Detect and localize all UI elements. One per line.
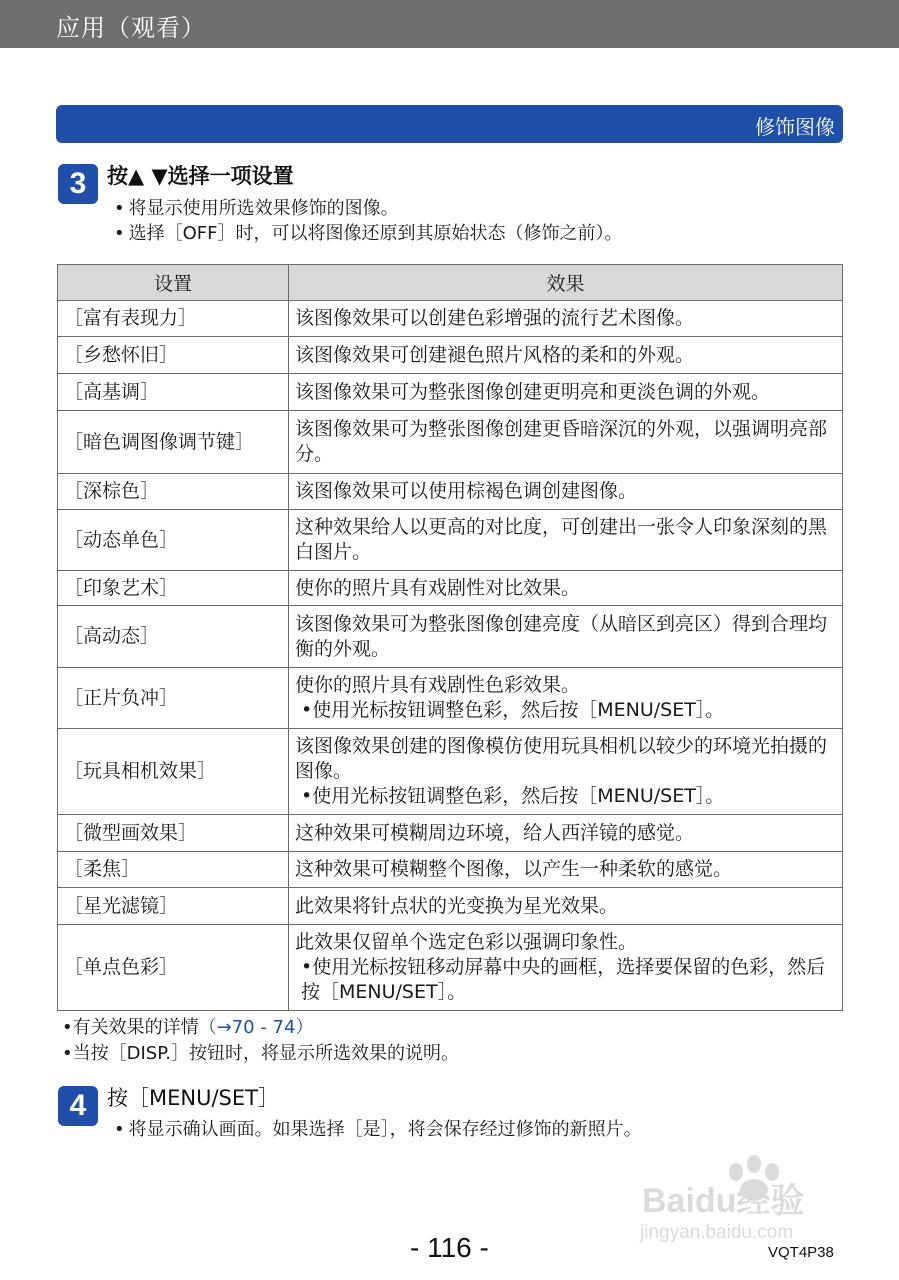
table-row (58, 888, 843, 925)
setting-cell: ［高基调］ (58, 374, 289, 411)
effect-cell: 这种效果给人以更高的对比度，可创建出一张令人印象深刻的黑白图片。 (289, 510, 843, 571)
table-row (58, 571, 843, 606)
setting-cell: ［柔焦］ (58, 852, 289, 888)
effect-text: 使你的照片具有戏剧性色彩效果。 (295, 674, 581, 696)
effect-cell: 此效果将针点状的光变换为星光效果。 (289, 888, 843, 925)
header-bar (0, 0, 899, 48)
step-4-bullet: • 将显示确认画面。如果选择［是］，将会保存经过修饰的新照片。 (114, 1119, 642, 1140)
page-category-title: 应用（观看） (56, 14, 206, 42)
step-4-title: 按［MENU/SET］ (107, 1086, 279, 1110)
setting-cell: ［印象艺术］ (58, 571, 289, 606)
effects-table (57, 264, 843, 1011)
setting-cell: ［深棕色］ (58, 474, 289, 510)
effect-cell: 使你的照片具有戏剧性对比效果。 (289, 571, 843, 606)
column-header-setting: 设置 (58, 265, 289, 301)
effect-cell: 这种效果可模糊整个图像，以产生一种柔软的感觉。 (289, 852, 843, 888)
setting-cell: ［高动态］ (58, 606, 289, 668)
section-title: 修饰图像 (755, 115, 835, 139)
setting-cell: ［单点色彩］ (58, 925, 289, 1011)
step-3-badge: 3 (58, 164, 98, 204)
step-3-bullet: • 选择［OFF］时，可以将图像还原到其原始状态（修饰之前）。 (114, 223, 623, 244)
page-number: - 116 - (410, 1232, 489, 1263)
setting-cell: ［动态单色］ (58, 510, 289, 571)
effect-cell: 这种效果可模糊周边环境，给人西洋镜的感觉。 (289, 815, 843, 852)
table-row (58, 374, 843, 411)
disp-note: •当按［DISP.］按钮时，将显示所选效果的说明。 (62, 1043, 459, 1064)
baidu-watermark (636, 1150, 856, 1245)
effect-text: 此效果仅留单个选定色彩以强调印象性。 (295, 931, 638, 953)
watermark-brand: Baidu经验 (642, 1182, 805, 1220)
setting-cell: ［乡愁怀旧］ (58, 337, 289, 374)
table-row (58, 729, 843, 815)
effect-cell: 该图像效果可创建褪色照片风格的柔和的外观。 (289, 337, 843, 374)
effect-cell (289, 925, 843, 1011)
setting-cell: ［玩具相机效果］ (58, 729, 289, 815)
table-header-row (58, 265, 843, 301)
effect-cell (289, 668, 843, 729)
effect-sub-bullet: •使用光标按钮移动屏幕中央的画框，选择要保留的色彩，然后按［MENU/SET］。 (301, 956, 826, 1003)
page-reference-link[interactable]: （→70 - 74） (198, 1017, 314, 1038)
table-row (58, 411, 843, 474)
effect-cell: 该图像效果可以使用棕褐色调创建图像。 (289, 474, 843, 510)
document-code: VQT4P38 (768, 1244, 834, 1261)
table-row (58, 510, 843, 571)
effect-cell: 该图像效果可为整张图像创建更昏暗深沉的外观，以强调明亮部分。 (289, 411, 843, 474)
watermark-url: jingyan.baidu.com (640, 1222, 794, 1243)
effect-text: 该图像效果创建的图像模仿使用玩具相机以较少的环境光拍摄的图像。 (295, 735, 828, 782)
table-row (58, 815, 843, 852)
setting-cell: ［富有表现力］ (58, 301, 289, 337)
step-4-badge: 4 (58, 1086, 98, 1126)
table-row (58, 606, 843, 668)
setting-cell: ［正片负冲］ (58, 668, 289, 729)
table-row (58, 668, 843, 729)
effect-cell (289, 729, 843, 815)
effect-sub-bullet: •使用光标按钮调整色彩，然后按［MENU/SET］。 (301, 785, 725, 807)
effects-detail-note: •有关效果的详情（→70 - 74） (62, 1017, 314, 1038)
step-3-title: 按▲ ▼选择一项设置 (107, 164, 294, 188)
effect-cell: 该图像效果可以创建色彩增强的流行艺术图像。 (289, 301, 843, 337)
setting-cell: ［微型画效果］ (58, 815, 289, 852)
table-row (58, 852, 843, 888)
table-row (58, 337, 843, 374)
section-bar (56, 105, 843, 143)
setting-cell: ［暗色调图像调节键］ (58, 411, 289, 474)
step-3-bullet: • 将显示使用所选效果修饰的图像。 (114, 198, 399, 219)
effect-sub-bullet: •使用光标按钮调整色彩，然后按［MENU/SET］。 (301, 699, 725, 721)
table-row (58, 301, 843, 337)
column-header-effect: 效果 (289, 265, 843, 301)
table-row (58, 925, 843, 1011)
effect-cell: 该图像效果可为整张图像创建更明亮和更淡色调的外观。 (289, 374, 843, 411)
effect-cell: 该图像效果可为整张图像创建亮度（从暗区到亮区）得到合理均衡的外观。 (289, 606, 843, 668)
table-row (58, 474, 843, 510)
setting-cell: ［星光滤镜］ (58, 888, 289, 925)
